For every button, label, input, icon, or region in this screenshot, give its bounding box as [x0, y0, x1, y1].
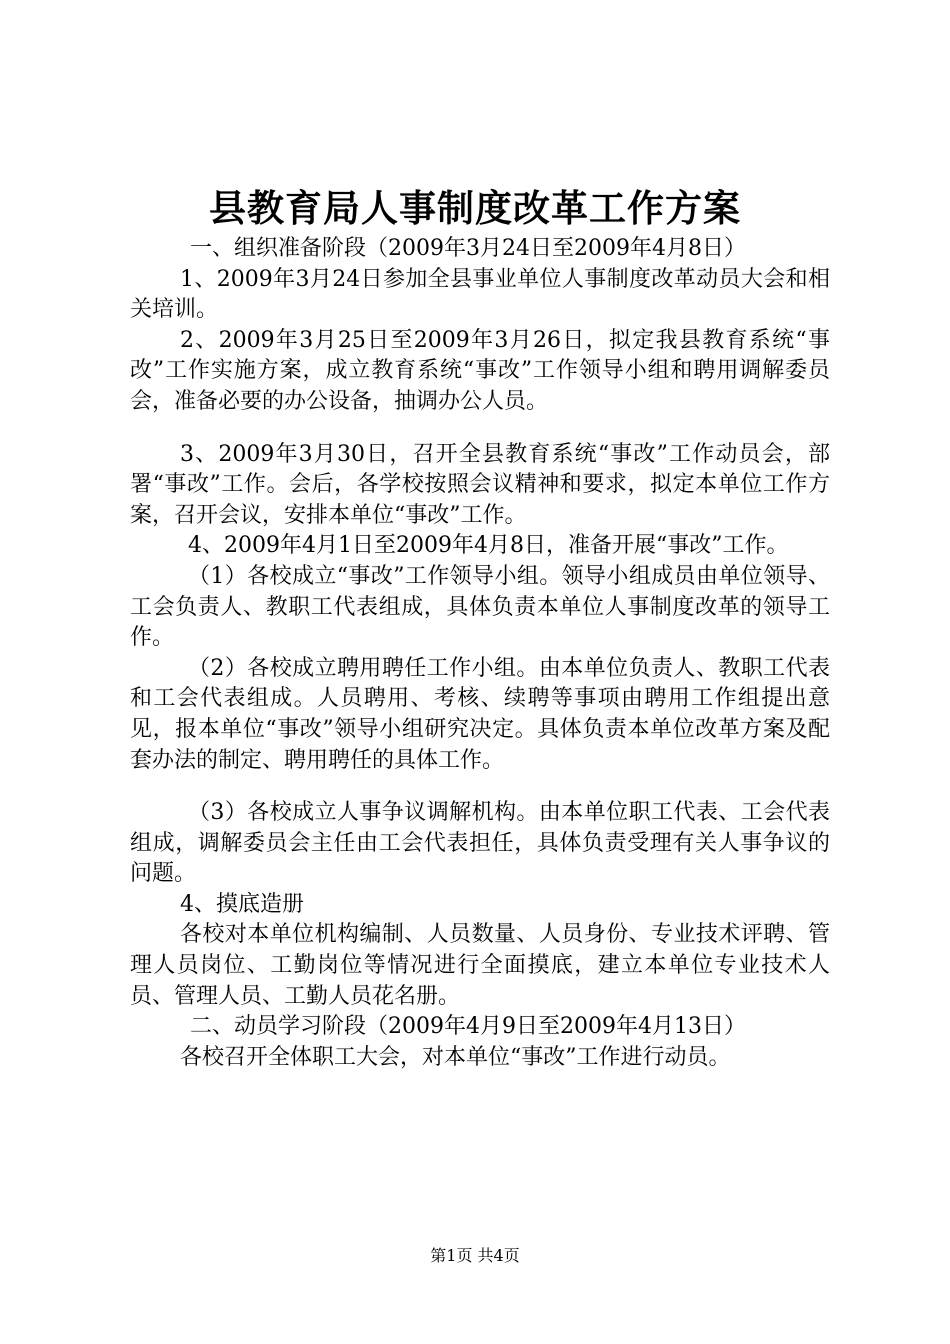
- section-heading: 一、组织准备阶段（2009年3月24日至2009年4月8日）: [190, 236, 746, 261]
- document-title: 县教育局人事制度改革工作方案: [209, 186, 741, 230]
- paragraph: 4、摸底造册: [180, 891, 304, 917]
- paragraph: 4、2009年4月1日至2009年4月8日，准备开展“事改”工作。: [188, 533, 789, 559]
- paragraph: 各校召开全体职工大会，对本单位“事改”工作进行动员。: [180, 1044, 731, 1070]
- paragraph: 3、2009年3月30日，召开全县教育系统“事改”工作动员会，部署“事改”工作。会后，各学校按照会议精神和要求，拟定本单位工作方案，召开会议，安排本单位“事改”工作。: [130, 441, 830, 528]
- paragraph-gap: [130, 776, 830, 798]
- paragraph: 各校对本单位机构编制、人员数量、人员身份、专业技术评聘、管理人员岗位、工勤岗位等情况进行全面摸底，建立本单位专业技术人员、管理人员、工勤人员花名册。: [130, 922, 830, 1009]
- section-heading: 二、动员学习阶段（2009年4月9日至2009年4月13日）: [190, 1014, 746, 1040]
- paragraph: （1）各校成立“事改”工作领导小组。领导小组成员由单位领导、工会负责人、教职工代表组成，具体负责本单位人事制度改革的领导工作。: [130, 563, 830, 651]
- paragraph: （3）各校成立人事争议调解机构。由本单位职工代表、工会代表组成，调解委员会主任由工会代表担任，具体负责受理有关人事争议的问题。: [130, 800, 830, 887]
- page-footer: 第1页 共4页: [430, 1246, 520, 1265]
- paragraph: （2）各校成立聘用聘任工作小组。由本单位负责人、教职工代表和工会代表组成。人员聘用、考核、续聘等事项由聘用工作组提出意见，报本单位“事改”领导小组研究决定。具体负责本单位改革方案及配套办法的制定、聘用聘任的具体工作。: [130, 655, 830, 773]
- paragraph-gap: [130, 418, 830, 440]
- paragraph: 2、2009年3月25日至2009年3月26日，拟定我县教育系统“事改”工作实施方案，成立教育系统“事改”工作领导小组和聘用调解委员会，准备必要的办公设备，抽调办公人员。: [130, 327, 830, 414]
- document-body: [130, 234, 830, 1073]
- paragraph: 1、2009年3月24日参加全县事业单位人事制度改革动员大会和相关培训。: [130, 266, 830, 323]
